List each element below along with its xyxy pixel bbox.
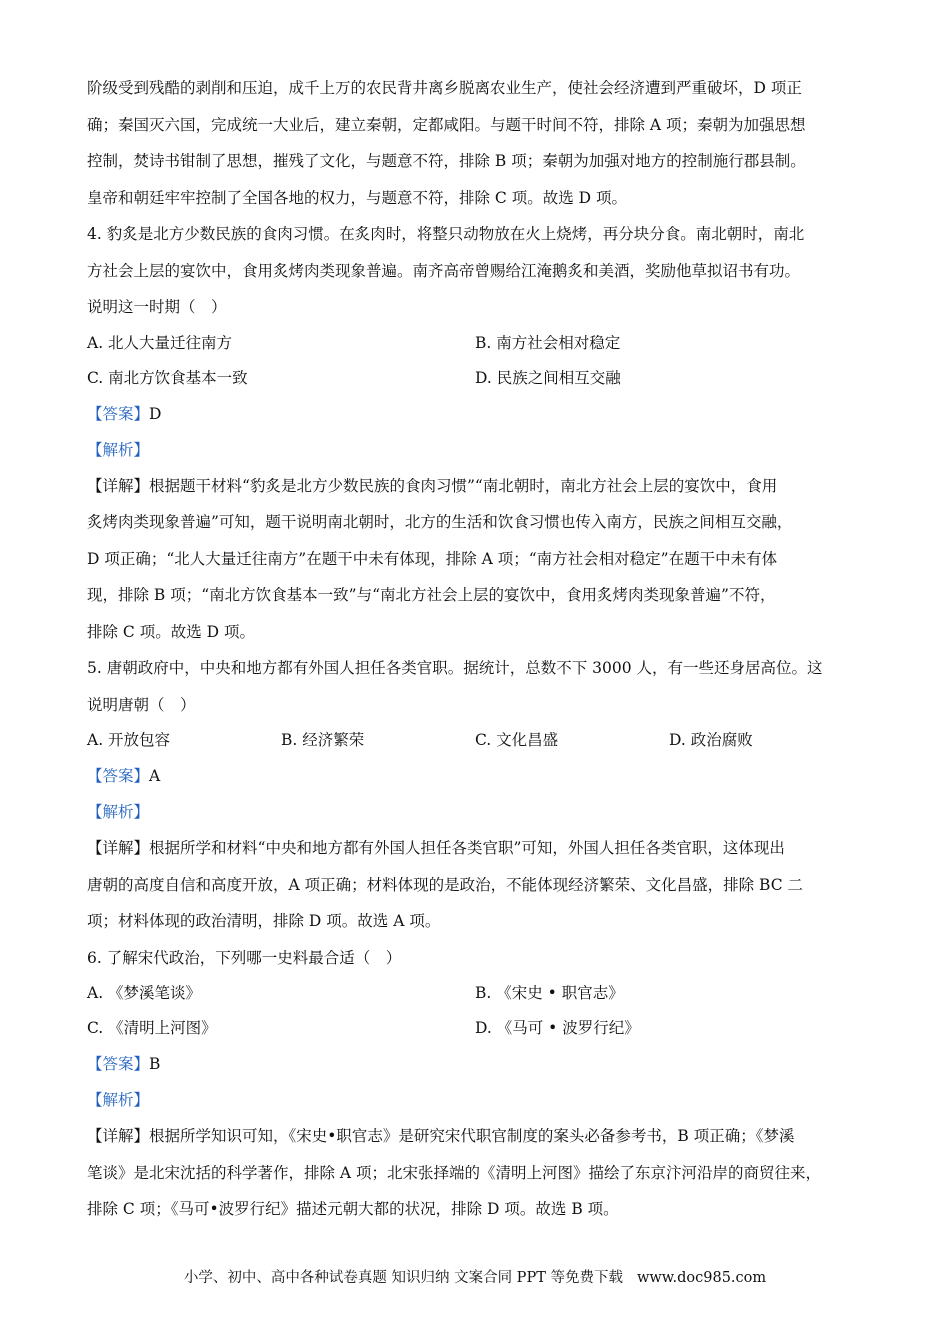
paragraph-line: 阶级受到残酷的剥削和压迫，成千上万的农民背井离乡脱离农业生产，使社会经济遭到严重破坏，D 项正 (87, 79, 802, 97)
option-c: C. 《清明上河图》 (87, 1019, 217, 1037)
question-5 (87, 650, 867, 940)
page-footer (0, 1266, 950, 1287)
detail-line: 笔谈》是北宋沈括的科学著作，排除 A 项；北宋张择端的《清明上河图》描绘了东京汴河沿岸的商贸往来， (87, 1163, 822, 1182)
option-a: A. 北人大量迁往南方 (87, 333, 233, 352)
document-page (87, 70, 867, 1228)
detail-line: 【详解】根据所学和材料“中央和地方都有外国人担任各类官职”可知，外国人担任各类官职，这体现出 (87, 839, 785, 857)
question-stem-line: 说明这一时期（ ） (87, 298, 227, 316)
answer-value: B (149, 1055, 161, 1073)
option-b: B. 《宋史 • 职官志》 (475, 984, 624, 1002)
options-row (87, 1011, 867, 1046)
detail-line: 【详解】根据所学知识可知，《宋史•职官志》是研究宋代职官制度的案头必备参考书，B 项正确；《梦溪 (87, 1127, 795, 1145)
option-c: C. 文化昌盛 (475, 731, 559, 749)
detail-line: 唐朝的高度自信和高度开放，A 项正确；材料体现的是政治，不能体现经济繁荣、文化昌盛，排除 BC 二 (87, 875, 804, 894)
options-row (87, 723, 867, 758)
analysis-tag: 【解析】 (87, 440, 150, 459)
q3-analysis-tail (87, 70, 867, 216)
detail-line: D 项正确；“北人大量迁往南方”在题干中未有体现，排除 A 项；“南方社会相对稳定”在题干中未有体 (87, 549, 778, 568)
analysis-tag: 【解析】 (87, 1091, 150, 1109)
detail-tag: 【详解】 (87, 1127, 150, 1145)
option-a: A. 《梦溪笔谈》 (87, 984, 202, 1002)
detail-line: 【详解】根据题干材料“豹炙是北方少数民族的食肉习惯”“南北朝时，南北方社会上层的宴饮中，食用 (87, 476, 778, 495)
option-b: B. 经济繁荣 (281, 731, 365, 749)
detail-line: 炙烤肉类现象普遍”可知，题干说明南北朝时，北方的生活和饮食习惯也传入南方，民族之间相互交融， (87, 513, 793, 531)
question-stem-line: 说明唐朝（ ） (87, 695, 196, 714)
analysis-tag: 【解析】 (87, 803, 150, 821)
options-row (87, 976, 867, 1011)
detail-line: 排除 C 项；《马可•波罗行纪》描述元朝大都的状况，排除 D 项。故选 B 项。 (87, 1200, 619, 1218)
answer-tag: 【答案】 (87, 404, 150, 423)
options-row (87, 326, 867, 361)
option-d: D. 《马可 • 波罗行纪》 (475, 1019, 640, 1037)
question-6 (87, 940, 867, 1228)
footer-text: 小学、初中、高中各种试卷真题 知识归纳 文案合同 PPT 等免费下载 (183, 1270, 623, 1286)
footer-url[interactable]: www.doc985.com (636, 1270, 767, 1286)
detail-line: 现，排除 B 项；“南北方饮食基本一致”与“南北方社会上层的宴饮中，食用炙烤肉类现象普遍”不符， (87, 586, 776, 604)
paragraph-line: 皇帝和朝廷牢牢控制了全国各地的权力，与题意不符，排除 C 项。故选 D 项。 (87, 188, 627, 207)
answer-line (87, 1046, 867, 1082)
question-stem-line: 方社会上层的宴饮中，食用炙烤肉类现象普遍。南齐高帝曾赐给江淹鹅炙和美酒，奖励他草拟诏书有功。 (87, 261, 801, 280)
answer-line (87, 758, 867, 794)
question-stem-line: 4. 豹炙是北方少数民族的食肉习惯。在炙肉时，将整只动物放在火上烧烤，再分块分食。南北朝时，南北 (87, 225, 805, 243)
answer-tag: 【答案】 (87, 1055, 150, 1073)
option-d: D. 政治腐败 (669, 731, 753, 749)
detail-line: 项；材料体现的政治清明，排除 D 项。故选 A 项。 (87, 912, 441, 930)
option-b: B. 南方社会相对稳定 (475, 333, 621, 352)
question-4 (87, 216, 867, 650)
option-d: D. 民族之间相互交融 (475, 368, 621, 387)
question-stem-line: 5. 唐朝政府中，中央和地方都有外国人担任各类官职。据统计，总数不下 3000 人，有一些还身居高位。这 (87, 659, 823, 677)
detail-tag: 【详解】 (87, 839, 150, 857)
question-stem-line: 6. 了解宋代政治，下列哪一史料最合适（ ） (87, 948, 402, 967)
answer-tag: 【答案】 (87, 767, 150, 785)
detail-line: 排除 C 项。故选 D 项。 (87, 622, 255, 641)
answer-value: A (149, 767, 161, 785)
paragraph-line: 确；秦国灭六国，完成统一大业后，建立秦朝，定都咸阳。与题干时间不符，排除 A 项；秦朝为加强思想 (87, 115, 806, 134)
option-a: A. 开放包容 (87, 731, 171, 749)
answer-value: D (149, 404, 162, 423)
options-row (87, 361, 867, 396)
detail-tag: 【详解】 (87, 476, 150, 495)
answer-line (87, 396, 867, 432)
option-c: C. 南北方饮食基本一致 (87, 368, 248, 387)
paragraph-line: 控制，焚诗书钳制了思想，摧残了文化，与题意不符，排除 B 项；秦朝为加强对地方的控制施行郡县制。 (87, 152, 806, 170)
